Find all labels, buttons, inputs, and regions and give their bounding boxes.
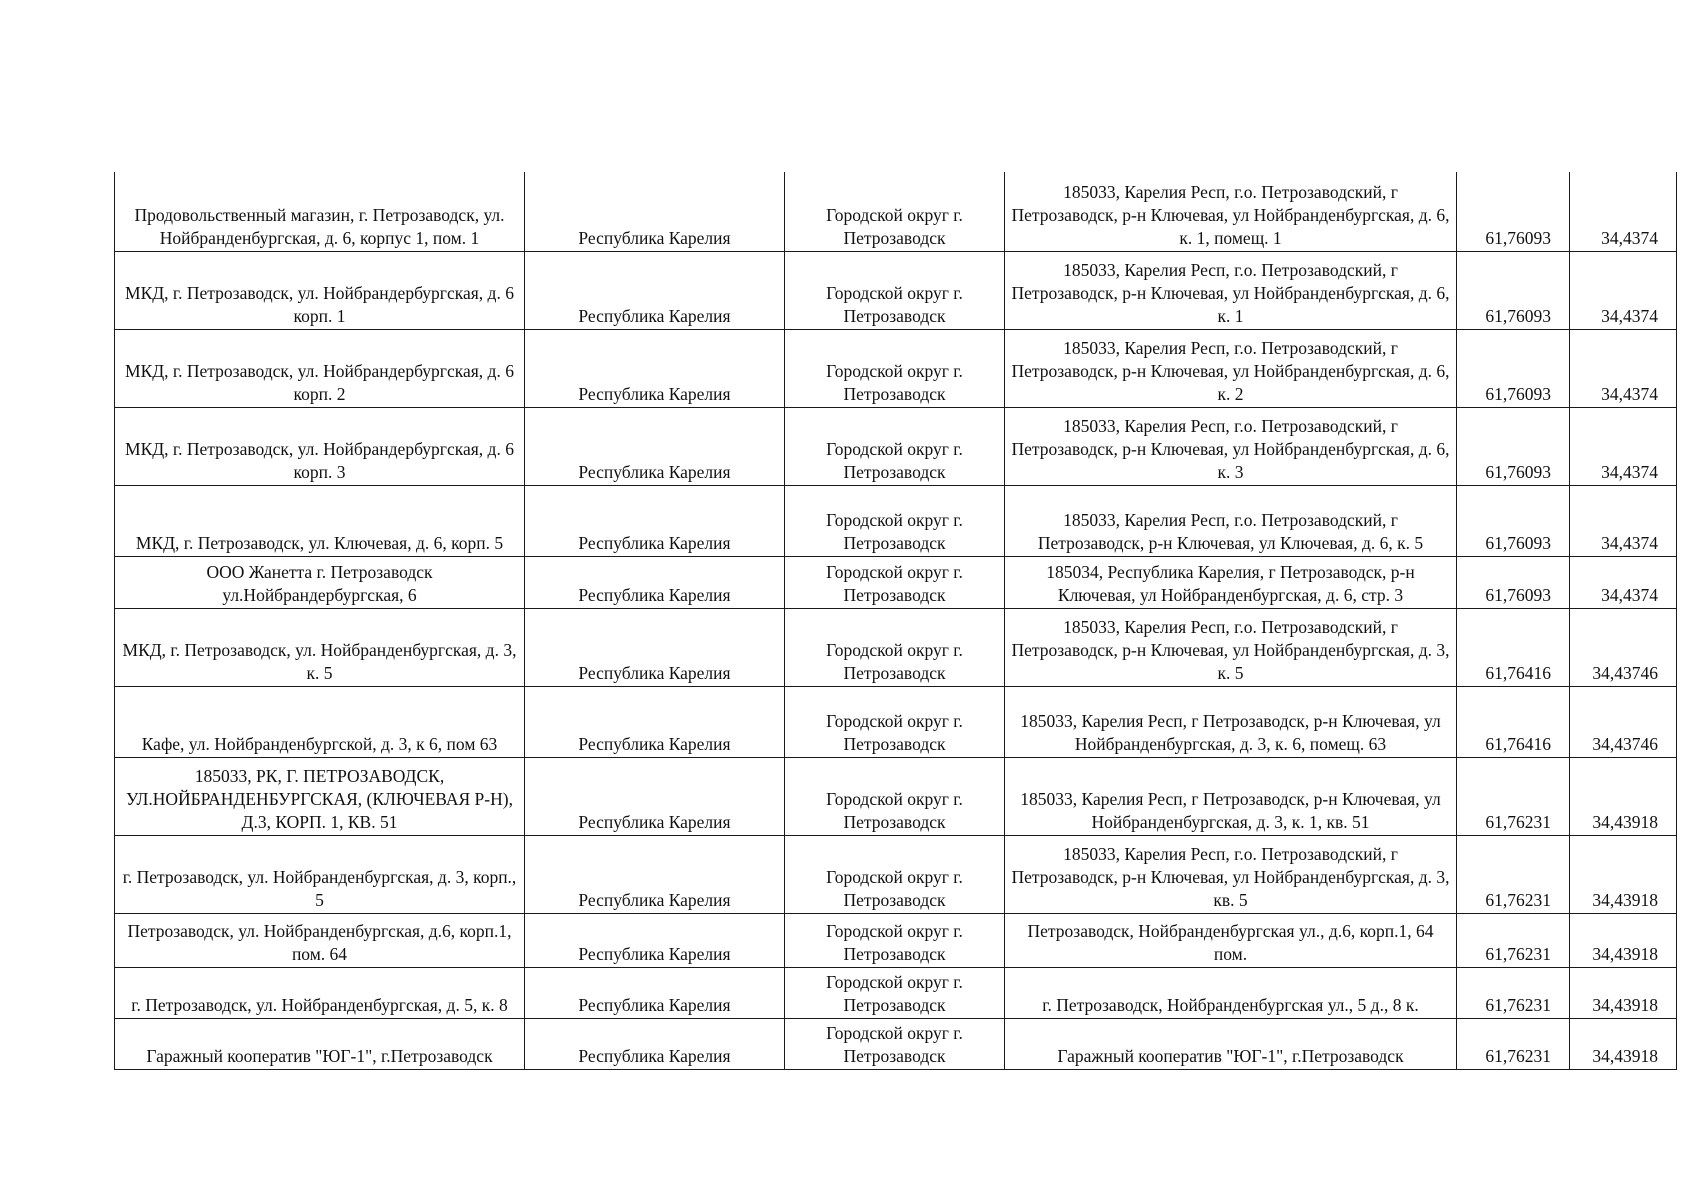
municipality-cell-text: Городской округ г. Петрозаводск xyxy=(826,1022,963,1066)
address-cell-text: 185033, Карелия Респ, г.о. Петрозаводский, г Петрозаводск, р-н Ключевая, ул Нойбранденбургская, д. 6, к. 1 xyxy=(1011,259,1450,326)
latitude-cell-text: 61,76231 xyxy=(1485,994,1551,1015)
address-cell-text: г. Петрозаводск, Нойбранденбургская ул., 5 д., 8 к. xyxy=(1042,994,1419,1015)
region-cell-text: Республика Карелия xyxy=(578,383,731,404)
municipality-cell-text: Городской округ г. Петрозаводск xyxy=(826,360,963,404)
address-cell-text: 185033, Карелия Респ, г.о. Петрозаводский, г Петрозаводск, р-н Ключевая, ул Нойбранденбургская, д. 3, к. 5 xyxy=(1011,616,1450,683)
latitude-cell xyxy=(1457,407,1570,485)
table-row xyxy=(115,1018,1677,1069)
longitude-cell xyxy=(1570,251,1677,329)
region-cell-text: Республика Карелия xyxy=(578,943,731,964)
region-cell-text: Республика Карелия xyxy=(578,461,731,482)
municipality-cell xyxy=(785,1018,1005,1069)
object-name-cell-text: МКД, г. Петрозаводск, ул. Нойбрандербургская, д. 6 корп. 2 xyxy=(125,360,514,404)
region-cell xyxy=(525,686,785,757)
longitude-cell-text: 34,43918 xyxy=(1592,943,1658,964)
latitude-cell xyxy=(1457,757,1570,835)
region-cell-text: Республика Карелия xyxy=(578,1045,731,1066)
region-cell xyxy=(525,407,785,485)
region-cell-text: Республика Карелия xyxy=(578,994,731,1015)
address-cell-text: Гаражный кооператив "ЮГ-1", г.Петрозаводск xyxy=(1057,1045,1404,1066)
address-cell-text: 185033, Карелия Респ, г.о. Петрозаводский, г Петрозаводск, р-н Ключевая, ул Нойбранденбургская, д. 6, к. 1, помещ. 1 xyxy=(1011,181,1450,248)
longitude-cell-text: 34,43918 xyxy=(1592,994,1658,1015)
object-name-cell-text: ООО Жанетта г. Петрозаводск ул.Нойбрандербургская, 6 xyxy=(206,561,433,605)
address-cell xyxy=(1005,686,1457,757)
longitude-cell-text: 34,4374 xyxy=(1601,227,1658,248)
object-name-cell-text: Кафе, ул. Нойбранденбургской, д. 3, к 6, пом 63 xyxy=(141,733,498,754)
object-name-cell xyxy=(115,757,525,835)
longitude-cell-text: 34,43918 xyxy=(1592,1045,1658,1066)
longitude-cell-text: 34,4374 xyxy=(1601,305,1658,326)
table-row xyxy=(115,757,1677,835)
municipality-cell-text: Городской округ г. Петрозаводск xyxy=(826,710,963,754)
region-cell xyxy=(525,329,785,407)
address-cell xyxy=(1005,967,1457,1018)
latitude-cell xyxy=(1457,556,1570,608)
table-row xyxy=(115,407,1677,485)
municipality-cell-text: Городской округ г. Петрозаводск xyxy=(826,788,963,832)
address-cell xyxy=(1005,251,1457,329)
latitude-cell-text: 61,76231 xyxy=(1485,889,1551,910)
latitude-cell-text: 61,76093 xyxy=(1485,532,1551,553)
latitude-cell xyxy=(1457,967,1570,1018)
object-name-cell-text: Гаражный кооператив "ЮГ-1", г.Петрозаводск xyxy=(146,1045,493,1066)
municipality-cell xyxy=(785,329,1005,407)
longitude-cell xyxy=(1570,608,1677,686)
longitude-cell-text: 34,43746 xyxy=(1592,662,1658,683)
address-cell xyxy=(1005,913,1457,967)
latitude-cell xyxy=(1457,251,1570,329)
object-name-cell xyxy=(115,329,525,407)
region-cell xyxy=(525,172,785,251)
table-row xyxy=(115,329,1677,407)
longitude-cell xyxy=(1570,1018,1677,1069)
municipality-cell-text: Городской округ г. Петрозаводск xyxy=(826,639,963,683)
municipality-cell xyxy=(785,251,1005,329)
address-cell-text: 185033, Карелия Респ, г.о. Петрозаводский, г Петрозаводск, р-н Ключевая, ул Нойбранденбургская, д. 3, кв. 5 xyxy=(1011,843,1450,910)
address-cell xyxy=(1005,608,1457,686)
municipality-cell xyxy=(785,835,1005,913)
longitude-cell xyxy=(1570,686,1677,757)
longitude-cell xyxy=(1570,757,1677,835)
table-row xyxy=(115,686,1677,757)
table-body xyxy=(115,172,1677,1069)
municipality-cell xyxy=(785,407,1005,485)
object-name-cell-text: МКД, г. Петрозаводск, ул. Нойбранденбургская, д. 3, к. 5 xyxy=(122,639,517,683)
object-name-cell xyxy=(115,686,525,757)
object-name-cell xyxy=(115,556,525,608)
latitude-cell-text: 61,76416 xyxy=(1485,662,1551,683)
municipality-cell xyxy=(785,757,1005,835)
address-cell xyxy=(1005,757,1457,835)
longitude-cell xyxy=(1570,835,1677,913)
object-name-cell-text: 185033, РК, Г. ПЕТРОЗАВОДСК, УЛ.НОЙБРАНДЕНБУРГСКАЯ, (КЛЮЧЕВАЯ Р-Н), Д.3, КОРП. 1, КВ. 51 xyxy=(126,765,513,832)
region-cell xyxy=(525,835,785,913)
address-cell xyxy=(1005,485,1457,556)
objects-table xyxy=(114,172,1677,1070)
longitude-cell-text: 34,4374 xyxy=(1601,383,1658,404)
latitude-cell-text: 61,76231 xyxy=(1485,943,1551,964)
municipality-cell-text: Городской округ г. Петрозаводск xyxy=(826,282,963,326)
longitude-cell-text: 34,43918 xyxy=(1592,889,1658,910)
address-cell xyxy=(1005,835,1457,913)
address-cell xyxy=(1005,329,1457,407)
latitude-cell-text: 61,76231 xyxy=(1485,811,1551,832)
municipality-cell-text: Городской округ г. Петрозаводск xyxy=(826,561,963,605)
address-cell xyxy=(1005,172,1457,251)
table-row xyxy=(115,485,1677,556)
object-name-cell xyxy=(115,485,525,556)
object-name-cell xyxy=(115,1018,525,1069)
address-cell-text: 185034, Республика Карелия, г Петрозаводск, р-н Ключевая, ул Нойбранденбургская, д. 6, стр. 3 xyxy=(1046,561,1415,605)
region-cell-text: Республика Карелия xyxy=(578,889,731,910)
address-cell-text: 185033, Карелия Респ, г.о. Петрозаводский, г Петрозаводск, р-н Ключевая, ул Нойбранденбургская, д. 6, к. 3 xyxy=(1011,415,1450,482)
longitude-cell-text: 34,4374 xyxy=(1601,584,1658,605)
object-name-cell xyxy=(115,407,525,485)
longitude-cell xyxy=(1570,407,1677,485)
longitude-cell xyxy=(1570,329,1677,407)
region-cell-text: Республика Карелия xyxy=(578,811,731,832)
region-cell xyxy=(525,757,785,835)
address-cell-text: 185033, Карелия Респ, г Петрозаводск, р-н Ключевая, ул Нойбранденбургская, д. 3, к. 6, помещ. 63 xyxy=(1020,710,1441,754)
region-cell xyxy=(525,967,785,1018)
municipality-cell xyxy=(785,172,1005,251)
address-cell xyxy=(1005,407,1457,485)
region-cell-text: Республика Карелия xyxy=(578,227,731,248)
table-row xyxy=(115,967,1677,1018)
object-name-cell-text: Продовольственный магазин, г. Петрозаводск, ул. Нойбранденбургская, д. 6, корпус 1, пом. 1 xyxy=(134,204,505,248)
municipality-cell-text: Городской округ г. Петрозаводск xyxy=(826,920,963,964)
object-name-cell-text: г. Петрозаводск, ул. Нойбранденбургская, д. 5, к. 8 xyxy=(131,994,508,1015)
longitude-cell xyxy=(1570,556,1677,608)
longitude-cell-text: 34,43746 xyxy=(1592,733,1658,754)
latitude-cell-text: 61,76093 xyxy=(1485,383,1551,404)
latitude-cell xyxy=(1457,172,1570,251)
region-cell-text: Республика Карелия xyxy=(578,733,731,754)
address-cell xyxy=(1005,556,1457,608)
region-cell-text: Республика Карелия xyxy=(578,305,731,326)
address-cell-text: 185033, Карелия Респ, г.о. Петрозаводский, г Петрозаводск, р-н Ключевая, ул Ключевая, д. 6, к. 5 xyxy=(1037,509,1424,553)
address-cell-text: Петрозаводск, Нойбранденбургская ул., д.6, корп.1, 64 пом. xyxy=(1027,920,1434,964)
latitude-cell xyxy=(1457,1018,1570,1069)
latitude-cell xyxy=(1457,913,1570,967)
municipality-cell xyxy=(785,913,1005,967)
longitude-cell xyxy=(1570,485,1677,556)
table-row xyxy=(115,608,1677,686)
latitude-cell-text: 61,76093 xyxy=(1485,461,1551,482)
longitude-cell xyxy=(1570,967,1677,1018)
region-cell xyxy=(525,913,785,967)
latitude-cell xyxy=(1457,686,1570,757)
municipality-cell xyxy=(785,967,1005,1018)
region-cell xyxy=(525,608,785,686)
municipality-cell-text: Городской округ г. Петрозаводск xyxy=(826,866,963,910)
object-name-cell xyxy=(115,172,525,251)
municipality-cell xyxy=(785,556,1005,608)
address-cell-text: 185033, Карелия Респ, г.о. Петрозаводский, г Петрозаводск, р-н Ключевая, ул Нойбранденбургская, д. 6, к. 2 xyxy=(1011,337,1450,404)
table-row xyxy=(115,913,1677,967)
region-cell xyxy=(525,1018,785,1069)
latitude-cell xyxy=(1457,329,1570,407)
object-name-cell-text: МКД, г. Петрозаводск, ул. Ключевая, д. 6, корп. 5 xyxy=(135,532,504,553)
municipality-cell xyxy=(785,485,1005,556)
table-row xyxy=(115,251,1677,329)
region-cell xyxy=(525,251,785,329)
object-name-cell xyxy=(115,913,525,967)
latitude-cell xyxy=(1457,835,1570,913)
municipality-cell-text: Городской округ г. Петрозаводск xyxy=(826,509,963,553)
municipality-cell-text: Городской округ г. Петрозаводск xyxy=(826,971,963,1015)
latitude-cell-text: 61,76416 xyxy=(1485,733,1551,754)
table-row xyxy=(115,556,1677,608)
longitude-cell xyxy=(1570,913,1677,967)
municipality-cell-text: Городской округ г. Петрозаводск xyxy=(826,438,963,482)
latitude-cell-text: 61,76093 xyxy=(1485,227,1551,248)
longitude-cell xyxy=(1570,172,1677,251)
object-name-cell xyxy=(115,835,525,913)
municipality-cell xyxy=(785,608,1005,686)
region-cell xyxy=(525,485,785,556)
object-name-cell xyxy=(115,608,525,686)
object-name-cell-text: Петрозаводск, ул. Нойбранденбургская, д.6, корп.1, пом. 64 xyxy=(127,920,512,964)
longitude-cell-text: 34,43918 xyxy=(1592,811,1658,832)
latitude-cell-text: 61,76093 xyxy=(1485,305,1551,326)
table-row xyxy=(115,172,1677,251)
region-cell xyxy=(525,556,785,608)
address-cell xyxy=(1005,1018,1457,1069)
longitude-cell-text: 34,4374 xyxy=(1601,461,1658,482)
object-name-cell-text: г. Петрозаводск, ул. Нойбранденбургская, д. 3, корп., 5 xyxy=(122,866,517,910)
longitude-cell-text: 34,4374 xyxy=(1601,532,1658,553)
latitude-cell xyxy=(1457,608,1570,686)
latitude-cell-text: 61,76231 xyxy=(1485,1045,1551,1066)
table-row xyxy=(115,835,1677,913)
latitude-cell xyxy=(1457,485,1570,556)
region-cell-text: Республика Карелия xyxy=(578,584,731,605)
municipality-cell xyxy=(785,686,1005,757)
object-name-cell xyxy=(115,251,525,329)
region-cell-text: Республика Карелия xyxy=(578,662,731,683)
object-name-cell-text: МКД, г. Петрозаводск, ул. Нойбрандербургская, д. 6 корп. 1 xyxy=(125,282,514,326)
object-name-cell xyxy=(115,967,525,1018)
address-cell-text: 185033, Карелия Респ, г Петрозаводск, р-н Ключевая, ул Нойбранденбургская, д. 3, к. 1, кв. 51 xyxy=(1020,788,1441,832)
latitude-cell-text: 61,76093 xyxy=(1485,584,1551,605)
region-cell-text: Республика Карелия xyxy=(578,532,731,553)
object-name-cell-text: МКД, г. Петрозаводск, ул. Нойбрандербургская, д. 6 корп. 3 xyxy=(125,438,514,482)
municipality-cell-text: Городской округ г. Петрозаводск xyxy=(826,204,963,248)
